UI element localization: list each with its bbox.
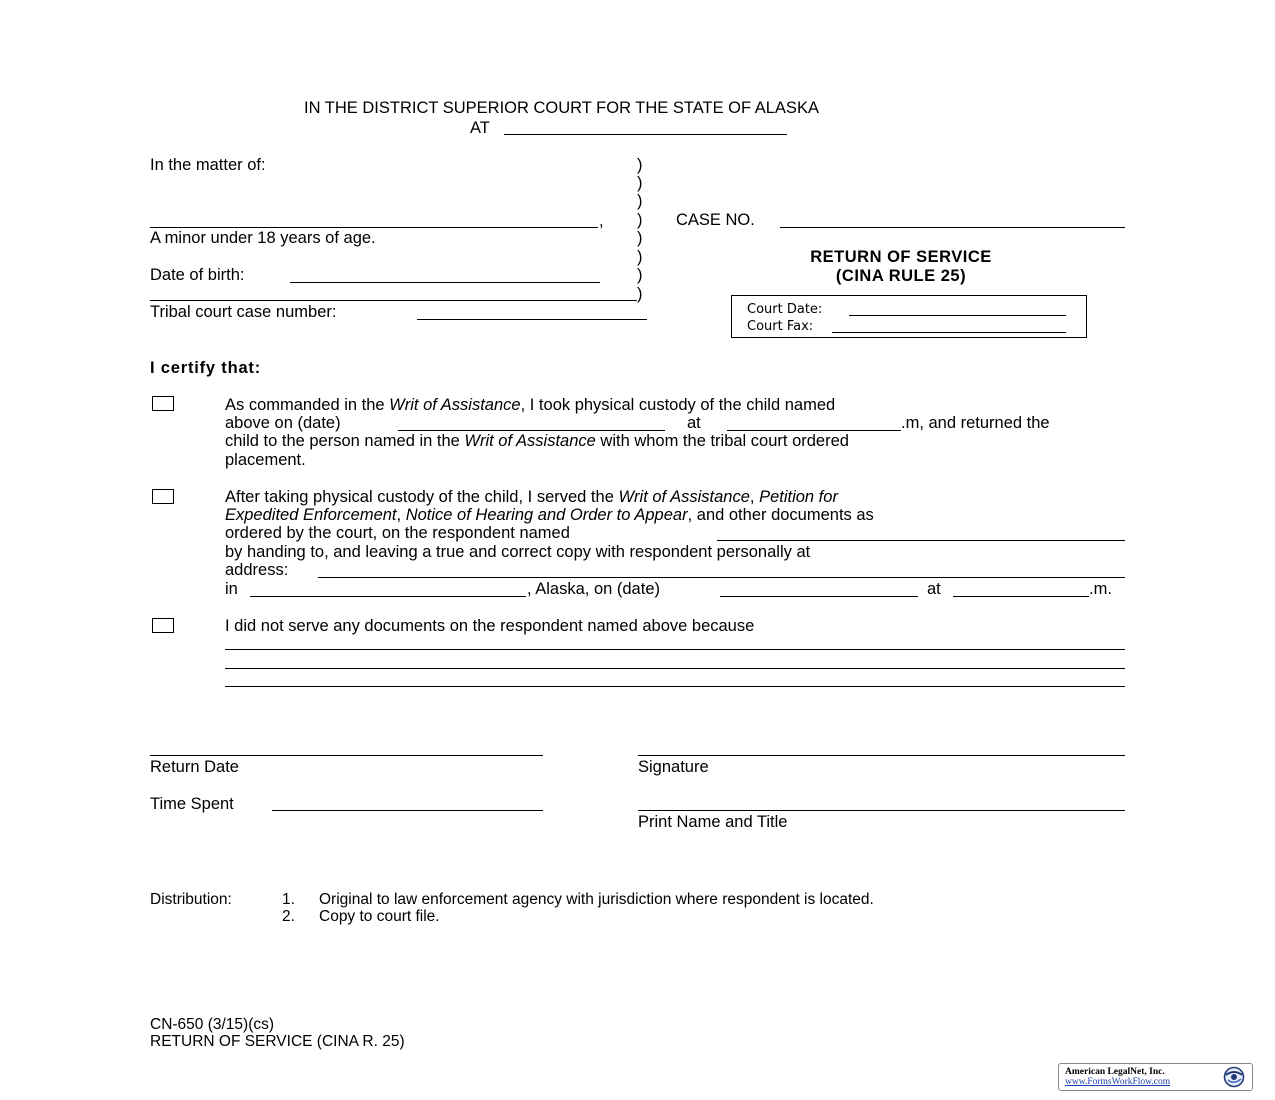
court-info-box (731, 295, 1087, 338)
option-2-at-label: at (927, 580, 941, 598)
time-spent-label: Time Spent (150, 795, 234, 813)
court-fax-label: Court Fax: (747, 319, 814, 334)
option-1-date-label: above on (date) (225, 414, 341, 432)
option-2-checkbox[interactable] (152, 489, 174, 504)
option-1-date-field[interactable] (398, 430, 665, 431)
publisher-name: American LegalNet, Inc. (1065, 1067, 1165, 1077)
option-2-address-field[interactable] (318, 577, 1125, 578)
form-title: RETURN OF SERVICE (CINA R. 25) (150, 1033, 405, 1050)
caption-paren: ) (637, 192, 643, 210)
caption-paren: ) (637, 211, 643, 229)
option-2-respondent-field[interactable] (717, 540, 1125, 541)
caption-paren: ) (637, 266, 643, 284)
in-matter-label: In the matter of: (150, 156, 266, 174)
distribution-number-2: 2. (282, 908, 295, 925)
option-1-checkbox[interactable] (152, 396, 174, 411)
option-1-returned-label: .m, and returned the (901, 414, 1050, 432)
distribution-item-1: Original to law enforcement agency with jurisdiction where respondent is located. (319, 891, 874, 908)
option-3-reason-field-3[interactable] (225, 686, 1125, 687)
option-1-line-4: placement. (225, 451, 306, 469)
return-date-field[interactable] (150, 755, 543, 756)
globe-icon (1222, 1066, 1246, 1088)
option-2-line-2: Expedited Enforcement, Notice of Hearing and Order to Appear, and other documents as (225, 506, 874, 524)
distribution-number-1: 1. (282, 891, 295, 908)
return-date-label: Return Date (150, 758, 239, 776)
option-3-checkbox[interactable] (152, 618, 174, 633)
print-name-label: Print Name and Title (638, 813, 788, 831)
caption-paren: ) (637, 156, 643, 174)
dob-label: Date of birth: (150, 266, 245, 284)
caption-paren: ) (637, 285, 643, 303)
option-1-line-1: As commanded in the Writ of Assistance, I took physical custody of the child named (225, 396, 836, 414)
form-number: CN-650 (3/15)(cs) (150, 1016, 275, 1033)
court-location-label: AT (470, 119, 490, 137)
case-no-label: CASE NO. (676, 211, 755, 229)
caption-paren: ) (637, 248, 643, 266)
option-2-in-label: in (225, 580, 238, 598)
court-date-label: Court Date: (747, 302, 823, 317)
caption-paren: ) (637, 229, 643, 247)
tribal-case-field[interactable] (417, 319, 647, 320)
publisher-url[interactable]: www.FormsWorkFlow.com (1065, 1077, 1171, 1087)
option-1-at-label: at (687, 414, 701, 432)
publisher-logo (1058, 1063, 1253, 1091)
caption-divider (150, 300, 637, 301)
court-location-field[interactable] (504, 134, 787, 135)
court-heading: IN THE DISTRICT SUPERIOR COURT FOR THE STATE OF ALASKA (304, 99, 819, 117)
option-2-m-label: .m. (1089, 580, 1112, 598)
court-date-field[interactable] (849, 315, 1066, 316)
option-2-date-field[interactable] (720, 596, 918, 597)
option-1-time-field[interactable] (727, 430, 901, 431)
case-no-field[interactable] (780, 227, 1125, 228)
tribal-case-label: Tribal court case number: (150, 303, 337, 321)
minor-label: A minor under 18 years of age. (150, 229, 376, 247)
document-title: RETURN OF SERVICE (810, 248, 992, 266)
document-rule: (CINA RULE 25) (835, 267, 967, 285)
distribution-label: Distribution: (150, 891, 232, 908)
dob-field[interactable] (290, 282, 600, 283)
caption-paren: ) (637, 174, 643, 192)
option-3-line-1: I did not serve any documents on the respondent named above because (225, 617, 755, 635)
option-3-reason-field-1[interactable] (225, 649, 1125, 650)
option-2-time-field[interactable] (953, 596, 1089, 597)
option-2-alaska-label: , Alaska, on (date) (527, 580, 660, 598)
option-1-line-3: child to the person named in the Writ of Assistance with whom the tribal court ordered (225, 432, 849, 450)
court-fax-field[interactable] (832, 332, 1066, 333)
option-2-address-label: address: (225, 561, 289, 579)
signature-field[interactable] (638, 755, 1125, 756)
option-2-respondent-label: ordered by the court, on the respondent named (225, 524, 570, 542)
distribution-item-2: Copy to court file. (319, 908, 440, 925)
option-2-city-field[interactable] (250, 596, 526, 597)
name-comma: , (599, 212, 604, 230)
print-name-field[interactable] (638, 810, 1125, 811)
certify-heading: I certify that: (150, 359, 262, 377)
time-spent-field[interactable] (272, 810, 543, 811)
signature-label: Signature (638, 758, 709, 776)
option-2-line-4: by handing to, and leaving a true and correct copy with respondent personally at (225, 543, 811, 561)
option-2-line-1: After taking physical custody of the child, I served the Writ of Assistance, Petition for (225, 488, 838, 506)
option-3-reason-field-2[interactable] (225, 668, 1125, 669)
minor-name-field[interactable] (150, 227, 598, 228)
